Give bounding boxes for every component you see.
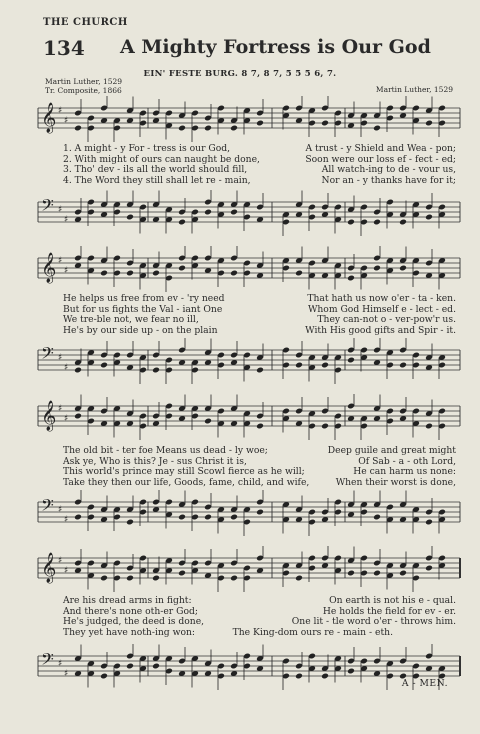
lyric-line: This world's prince may still Scowl fierce as he will; He can harm us none: (63, 466, 456, 478)
composer-credit: Martin Luther, 1529 (375, 85, 453, 94)
sharp-icon: ♯ (58, 353, 63, 363)
lyric-line: He's by our side up - on the plain With His good gifts and Spir - it. (63, 324, 456, 336)
note-head (256, 423, 264, 430)
note-head (152, 663, 160, 670)
treble-staff-system-3 (0, 394, 480, 446)
note-head (230, 575, 238, 582)
bass-clef-icon: 𝄢 (41, 343, 54, 367)
sharp-icon: ♯ (58, 256, 63, 266)
treble-staff-system-2 (0, 246, 480, 294)
lyric-line: 1. A might - y For - tress is our God, A trust - y Shield and Wea - pon; (63, 143, 456, 154)
lyrics-system-1 (63, 144, 456, 186)
sharp-icon: ♯ (58, 404, 63, 414)
lyric-line: He's judged, the deed is done, One lit - tle word o'er - throws him. (63, 616, 456, 628)
bass-staff-system-3 (0, 490, 480, 538)
note-head (230, 125, 238, 132)
note-head (295, 270, 303, 277)
note-head (373, 570, 381, 577)
note-head (256, 120, 264, 127)
note-head (126, 663, 134, 670)
sharp-icon: ♯ (64, 669, 69, 679)
lyrics-system-4 (63, 596, 456, 638)
amen-label: A - MEN. (401, 678, 448, 689)
note-head (295, 362, 303, 369)
note-head (126, 519, 134, 526)
note-head (425, 423, 433, 430)
note-head (256, 509, 264, 516)
lyric-line: And there's none oth-er God; He holds the field for ev - er. (63, 605, 456, 617)
note-head (321, 362, 329, 369)
treble-clef-icon: 𝄞 (41, 253, 57, 283)
note-head (100, 673, 108, 680)
treble-staff-system-4 (0, 546, 480, 596)
bass-clef-icon: 𝄢 (41, 649, 54, 673)
lyric-line: 3. Tho' dev - ils all the world should fill, All watch-ing to de - vour us, (63, 164, 456, 176)
note-head (295, 575, 303, 582)
sharp-icon: ♯ (64, 414, 69, 424)
sharp-icon: ♯ (58, 659, 63, 669)
note-head (74, 514, 82, 521)
note-head (399, 673, 407, 680)
note-head (256, 367, 264, 374)
note-head (347, 219, 355, 226)
sharp-icon: ♯ (64, 363, 69, 373)
lyrics-system-3 (63, 446, 456, 488)
sharp-icon: ♯ (64, 116, 69, 126)
hymn-number: 134 (43, 36, 85, 60)
note-head (321, 423, 329, 430)
lyric-line: 2. With might of ours can naught be done, Soon were our loss ef - fect - ed; (63, 153, 456, 165)
sharp-icon: ♯ (64, 515, 69, 525)
note-head (425, 214, 433, 221)
bass-staff-system-1 (0, 190, 480, 238)
note-head (204, 209, 212, 216)
translator-credit: Tr. Composite, 1866 (45, 86, 122, 95)
bass-staff-system-4 (0, 644, 480, 692)
note-head (373, 265, 381, 272)
note-head (152, 270, 160, 277)
note-head (74, 413, 82, 420)
note-head (425, 519, 433, 526)
treble-clef-icon: 𝄞 (41, 401, 57, 431)
note-head (100, 362, 108, 369)
sharp-icon: ♯ (58, 106, 63, 116)
lyric-line: He helps us free from ev - 'ry need That hath us now o'er - ta - ken. (63, 293, 456, 304)
sharp-icon: ♯ (58, 205, 63, 215)
lyric-line: Ask ye, Who is this? Je - sus Christ it is, Of Sab - a - oth Lord, (63, 455, 456, 467)
note-head (399, 265, 407, 272)
note-head (295, 673, 303, 680)
tune-name-meter: EIN' FESTE BURG. 8 7, 8 7, 5 5 5 6, 7. (143, 69, 337, 79)
note-head (425, 565, 433, 572)
note-head (425, 120, 433, 127)
hymn-title: A Mighty Fortress is Our God (120, 36, 431, 58)
note-head (178, 125, 186, 132)
note-head (152, 367, 160, 374)
note-head (230, 209, 238, 216)
note-head (126, 214, 134, 221)
note-head (347, 275, 355, 282)
note-head (100, 575, 108, 582)
bass-staff-system-2 (0, 338, 480, 386)
note-head (178, 265, 186, 272)
treble-clef-icon: 𝄞 (41, 103, 57, 133)
section-label: THE CHURCH (43, 17, 128, 28)
lyric-line: Are his dread arms in fight: On earth is not his e - qual. (63, 595, 456, 606)
sharp-icon: ♯ (58, 556, 63, 566)
lyric-line: The old bit - ter foe Means us dead - ly woe; Deep guile and great might (63, 445, 456, 456)
note-head (178, 514, 186, 521)
note-head (178, 570, 186, 577)
treble-clef-icon: 𝄞 (41, 553, 57, 583)
sharp-icon: ♯ (64, 266, 69, 276)
author-credit: Martin Luther, 1529 (45, 77, 123, 86)
note-head (347, 357, 355, 364)
note-head (204, 514, 212, 521)
note-head (204, 125, 212, 132)
sharp-icon: ♯ (58, 505, 63, 515)
lyric-line: Take they then our life, Goods, fame, child, and wife, When their worst is done, (63, 476, 456, 488)
note-head (399, 570, 407, 577)
note-head (152, 575, 160, 582)
note-head (321, 120, 329, 127)
lyric-line: 4. The Word they still shall let re - main, Nor an - y thanks have for it; (63, 174, 456, 186)
lyrics-system-2 (63, 294, 456, 336)
note-head (230, 270, 238, 277)
bass-clef-icon: 𝄢 (41, 195, 54, 219)
note-head (399, 219, 407, 226)
note-head (178, 219, 186, 226)
note-head (126, 575, 134, 582)
sharp-icon: ♯ (64, 566, 69, 576)
note-head (126, 270, 134, 277)
lyric-line: But for us fights the Val - iant One Whom God Himself e - lect - ed. (63, 303, 456, 315)
note-head (373, 514, 381, 521)
note-head (204, 418, 212, 425)
note-head (321, 673, 329, 680)
lyric-line: They yet have noth-ing won: The King-dom ours re - main - eth. (63, 626, 393, 638)
note-head (100, 270, 108, 277)
note-head (399, 362, 407, 369)
note-head (373, 125, 381, 132)
note-head (74, 367, 82, 374)
bass-clef-icon: 𝄢 (41, 495, 54, 519)
treble-staff-system-1 (0, 96, 480, 144)
note-head (347, 570, 355, 577)
lyric-line: We tre-ble not, we fear no ill, They can-not o - ver-pow'r us. (63, 314, 456, 326)
note-head (230, 514, 238, 521)
sharp-icon: ♯ (64, 215, 69, 225)
note-head (74, 125, 82, 132)
note-head (347, 668, 355, 675)
note-head (373, 219, 381, 226)
